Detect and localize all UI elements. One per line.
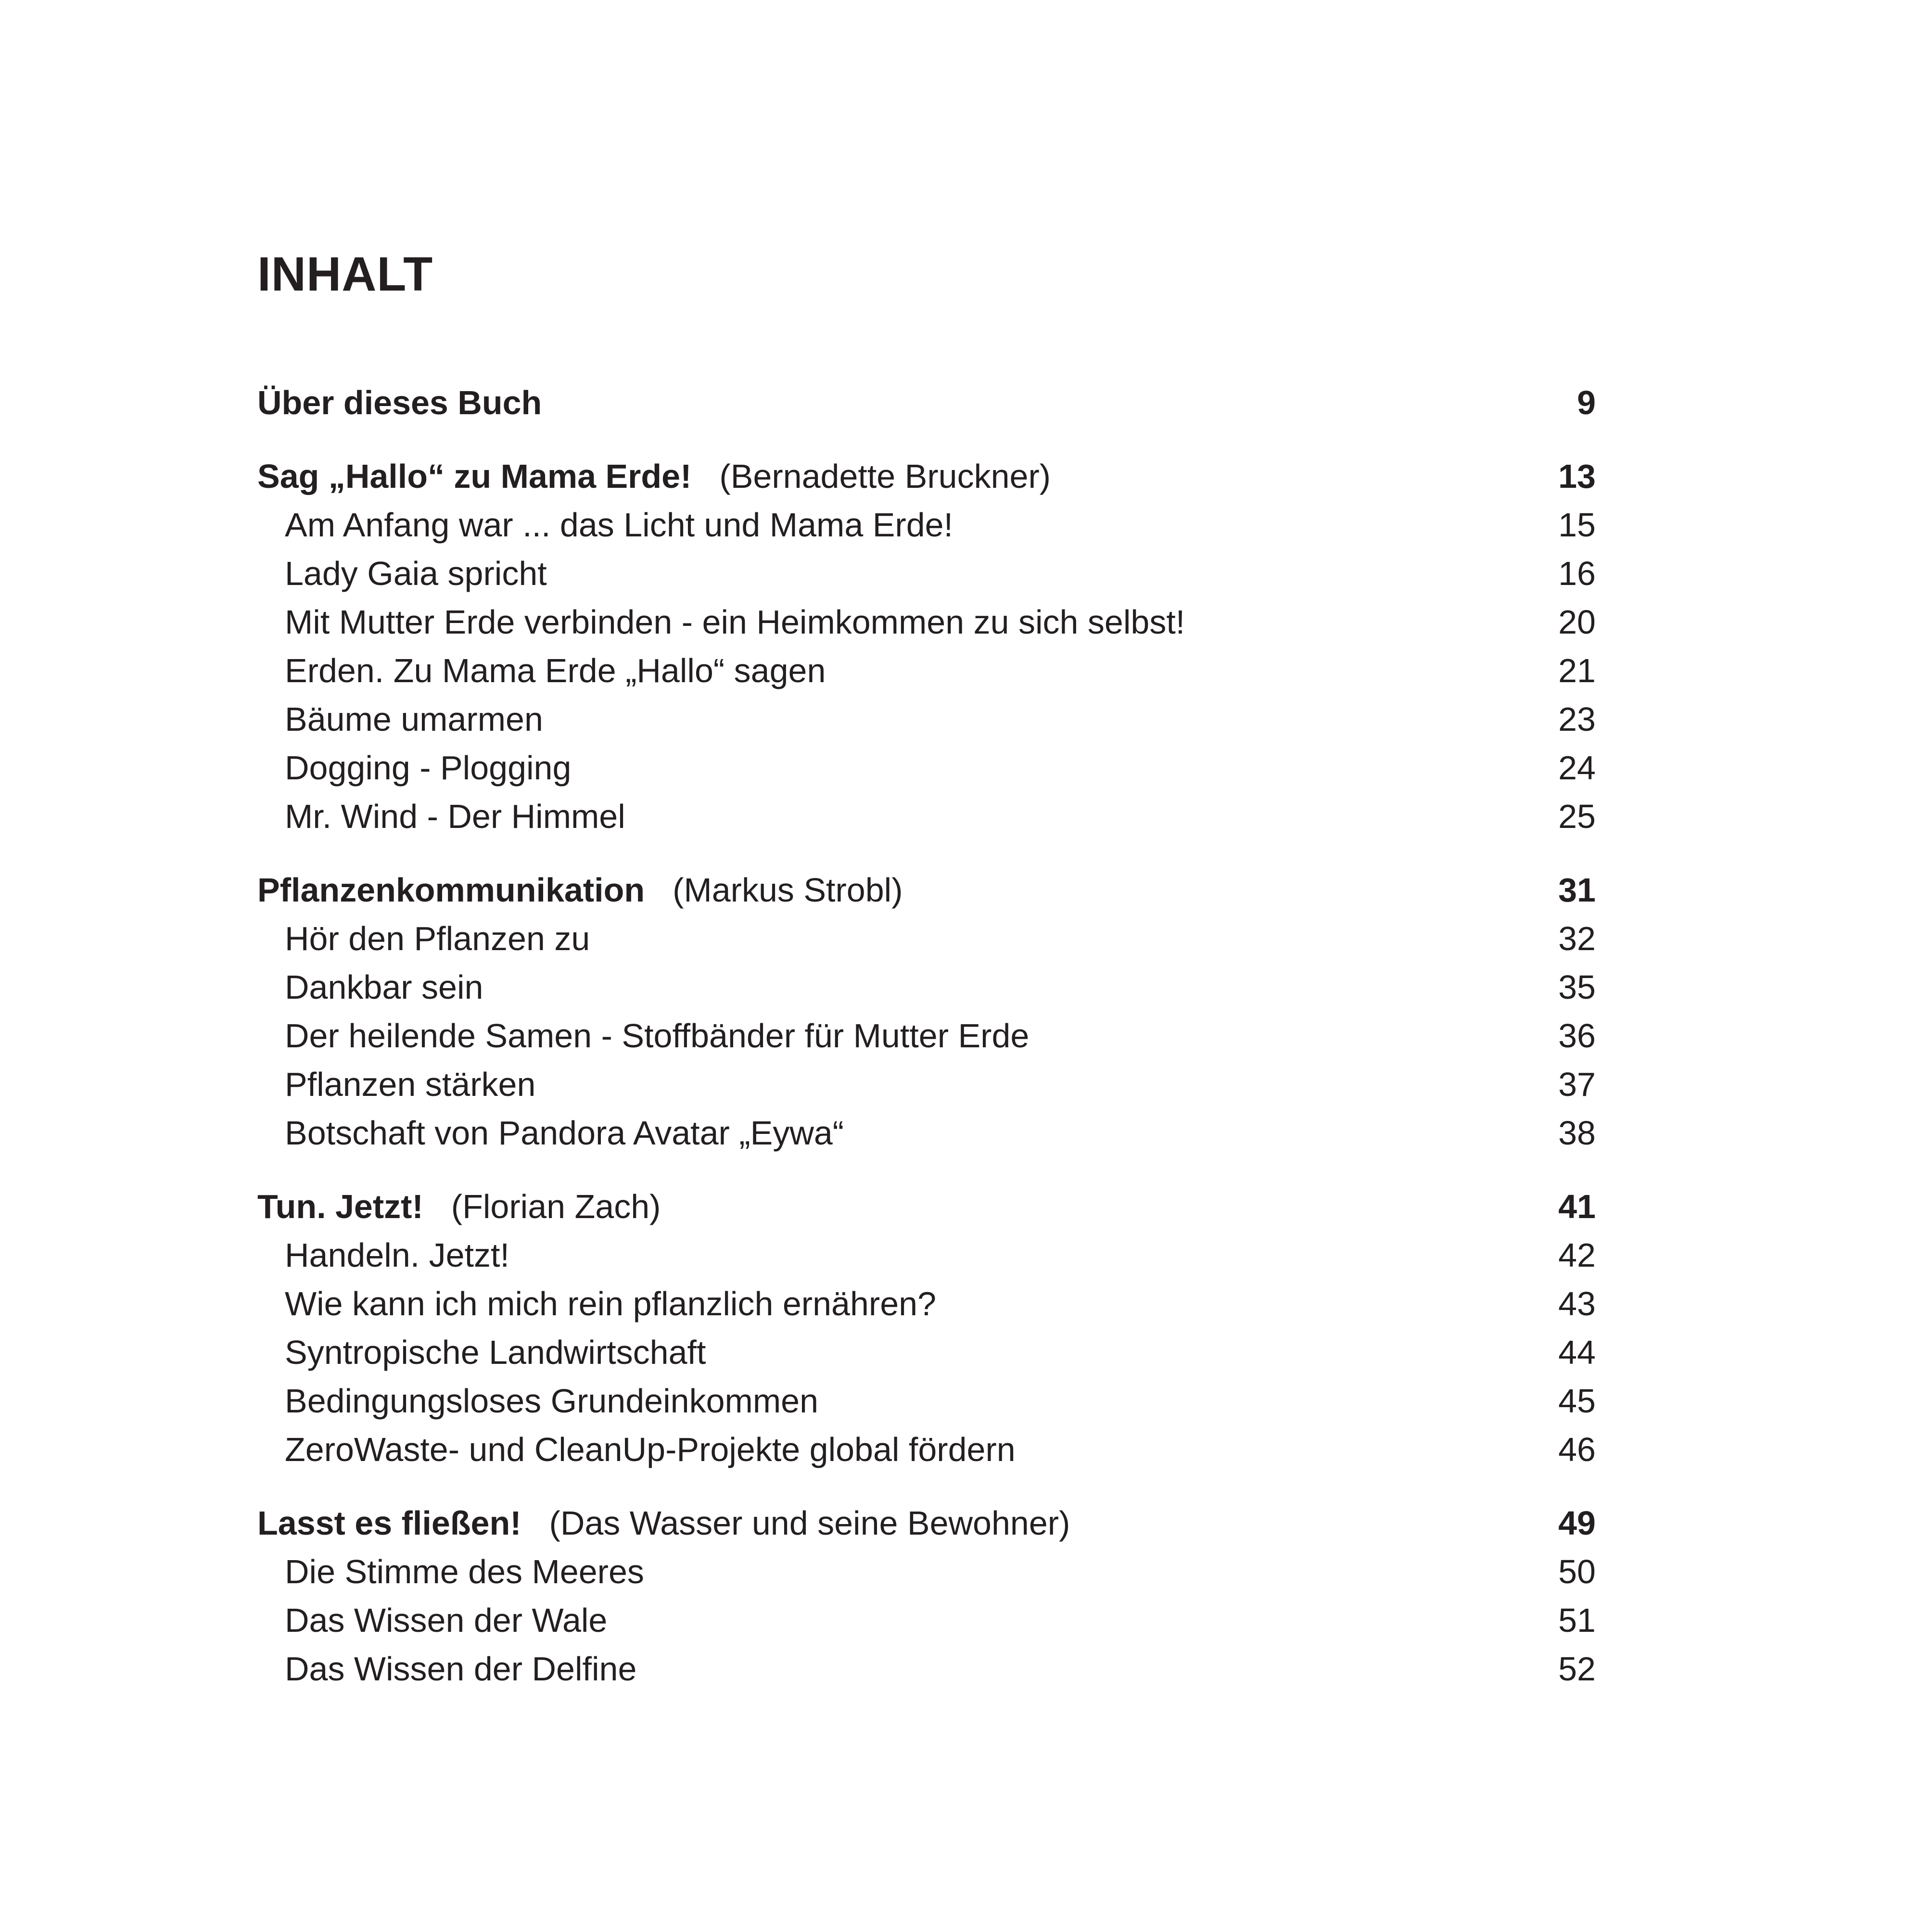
toc-item-page-number: 50: [1558, 1553, 1596, 1590]
toc-item: [257, 549, 1596, 598]
toc-item-page-number: 52: [1558, 1650, 1596, 1688]
toc-item-page-number: 38: [1558, 1114, 1596, 1152]
toc-section-entry: [257, 866, 903, 915]
toc-item-page-number: 32: [1558, 920, 1596, 957]
toc-item-page-number: 37: [1558, 1066, 1596, 1103]
toc-item-title: Botschaft von Pandora Avatar „Eywa“: [285, 1114, 844, 1152]
toc-item: [257, 1548, 1596, 1596]
toc-section: [257, 452, 1596, 501]
toc-section-author: (Florian Zach): [451, 1188, 661, 1225]
toc-item: [257, 1328, 1596, 1377]
toc-section-page-number: 41: [1558, 1188, 1596, 1225]
toc-item-page-number: 42: [1558, 1236, 1596, 1274]
toc-section-entry: [257, 379, 542, 427]
toc-section: [257, 1499, 1596, 1548]
toc-section-entry: [257, 1182, 661, 1231]
toc-item: [257, 1012, 1596, 1060]
toc-item: [257, 1377, 1596, 1425]
toc-item-page-number: 21: [1558, 652, 1596, 689]
toc-section-page-number: 9: [1577, 384, 1596, 421]
toc-item-title: Bäume umarmen: [285, 700, 543, 738]
toc-item: [257, 744, 1596, 792]
toc-item: [257, 963, 1596, 1012]
toc-section: [257, 1182, 1596, 1231]
toc-item-page-number: 23: [1558, 700, 1596, 738]
toc-section-author: (Bernadette Bruckner): [719, 458, 1051, 495]
toc-section-entry: [257, 1499, 1070, 1548]
toc-item-page-number: 24: [1558, 749, 1596, 787]
toc-section: [257, 379, 1596, 427]
toc-item: [257, 598, 1596, 647]
toc-item-title: Mit Mutter Erde verbinden - ein Heimkommen zu sich selbst!: [285, 603, 1185, 641]
toc-section-title: Sag „Hallo“ zu Mama Erde!: [257, 458, 692, 495]
toc-item-page-number: 44: [1558, 1334, 1596, 1371]
toc-item-page-number: 35: [1558, 968, 1596, 1006]
page-title: INHALT: [257, 247, 433, 301]
toc-item-title: Lady Gaia spricht: [285, 555, 547, 592]
toc-item-title: Erden. Zu Mama Erde „Hallo“ sagen: [285, 652, 826, 689]
toc-item: [257, 695, 1596, 744]
toc-item-title: Die Stimme des Meeres: [285, 1553, 644, 1590]
toc-item: [257, 1596, 1596, 1645]
toc-item-page-number: 25: [1558, 798, 1596, 835]
toc-section-title: Tun. Jetzt!: [257, 1188, 423, 1225]
toc-item-title: Am Anfang war ... das Licht und Mama Erde!: [285, 506, 953, 544]
toc-item-page-number: 51: [1558, 1602, 1596, 1639]
toc-item: [257, 1109, 1596, 1157]
toc-item-title: Der heilende Samen - Stoffbänder für Mutter Erde: [285, 1017, 1030, 1055]
toc-item: [257, 915, 1596, 963]
toc-section-author: (Markus Strobl): [673, 871, 903, 909]
toc-item-title: Das Wissen der Delfine: [285, 1650, 637, 1688]
toc-item-title: Hör den Pflanzen zu: [285, 920, 590, 957]
toc-item: [257, 647, 1596, 695]
toc-item-title: Das Wissen der Wale: [285, 1602, 608, 1639]
toc-item-title: Dogging - Plogging: [285, 749, 572, 787]
toc-item-title: Dankbar sein: [285, 968, 483, 1006]
toc-item-page-number: 36: [1558, 1017, 1596, 1055]
toc-item-title: Handeln. Jetzt!: [285, 1236, 509, 1274]
toc-section: [257, 866, 1596, 915]
toc-section-page-number: 49: [1558, 1504, 1596, 1542]
toc-section-page-number: 13: [1558, 458, 1596, 495]
toc-item-page-number: 16: [1558, 555, 1596, 592]
toc-section-title: Über dieses Buch: [257, 384, 542, 421]
toc-item-title: Bedingungsloses Grundeinkommen: [285, 1382, 818, 1420]
toc-section-entry: [257, 452, 1051, 501]
toc-item-page-number: 15: [1558, 506, 1596, 544]
toc-item-page-number: 20: [1558, 603, 1596, 641]
toc-item-page-number: 46: [1558, 1431, 1596, 1468]
toc-item-title: Syntropische Landwirtschaft: [285, 1334, 706, 1371]
toc-item: [257, 1280, 1596, 1328]
toc-item-page-number: 43: [1558, 1285, 1596, 1322]
toc-section-page-number: 31: [1558, 871, 1596, 909]
toc-item-title: ZeroWaste- und CleanUp-Projekte global fördern: [285, 1431, 1016, 1468]
toc-item-title: Mr. Wind - Der Himmel: [285, 798, 625, 835]
toc-item-page-number: 45: [1558, 1382, 1596, 1420]
toc-item: [257, 1425, 1596, 1474]
toc-item: [257, 1645, 1596, 1693]
toc-item-title: Wie kann ich mich rein pflanzlich ernähren?: [285, 1285, 936, 1322]
toc-section-author: (Das Wasser und seine Bewohner): [549, 1504, 1070, 1542]
toc-item-title: Pflanzen stärken: [285, 1066, 536, 1103]
toc-item: [257, 1060, 1596, 1109]
toc-section-title: Lasst es fließen!: [257, 1504, 521, 1542]
toc-item: [257, 1231, 1596, 1280]
toc-section-title: Pflanzenkommunikation: [257, 871, 645, 909]
toc-item: [257, 501, 1596, 549]
toc-item: [257, 792, 1596, 841]
